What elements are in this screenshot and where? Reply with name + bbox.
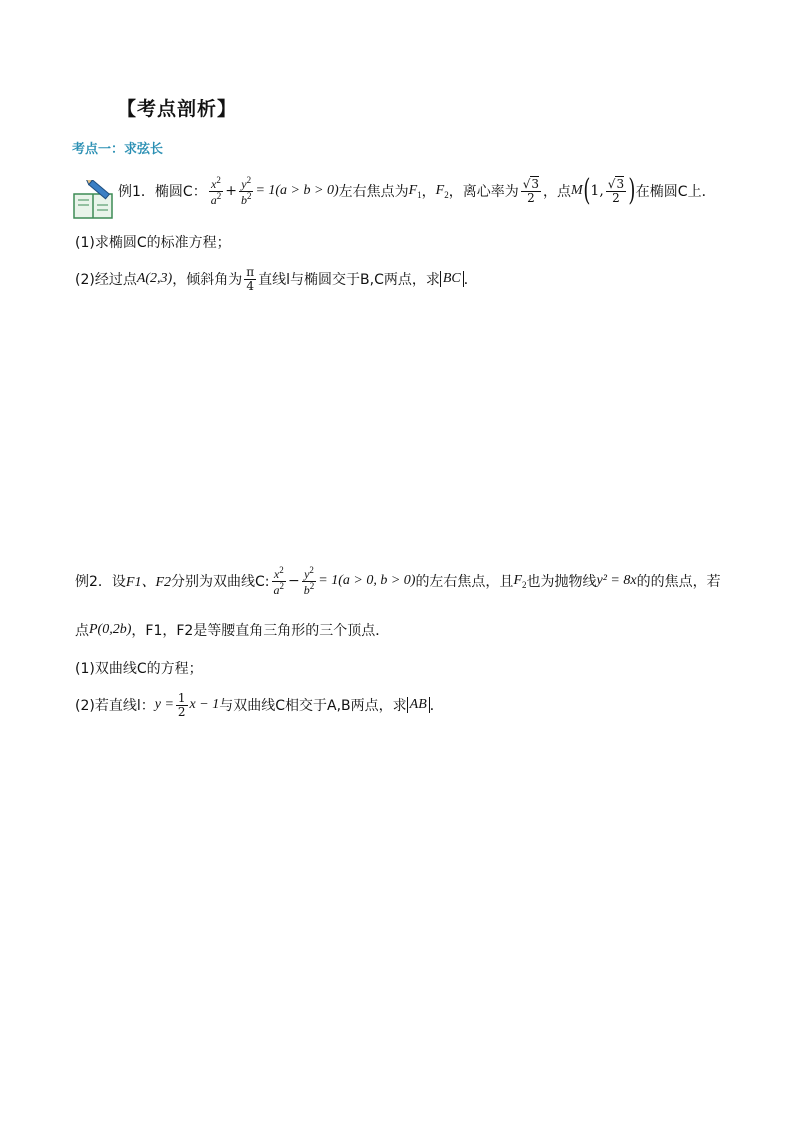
ellipse-condition: = 1(a > b > 0) (255, 183, 339, 198)
text: ，倾斜角为 (172, 272, 243, 288)
foci-f1-f2: F1、F2 (125, 575, 172, 590)
eccentricity-fraction: $\frac{√3}{2}$ (522, 176, 540, 205)
abs-ab: AB (407, 697, 430, 712)
point-a: A(2,3) (136, 271, 173, 286)
text: 椭圆C： (154, 184, 207, 200)
text: (2)经过点 (75, 272, 137, 288)
sqrt-arg: 3 (616, 176, 625, 191)
text: ， (421, 184, 436, 200)
numerator: π (246, 264, 255, 279)
focus-f2: $F_2$ (513, 572, 527, 590)
example-2-part-2 (75, 688, 444, 722)
denominator: 2 (177, 704, 186, 719)
point-m: M (571, 183, 583, 198)
example-1-statement: 例1． 椭圆C： $\frac{x^2}{a^2}$ + $\frac{y^2}{b^2}$ = 1(a > b > 0) 左右焦点为 $F_1$ ， $F_2$ ，离心率为 $\frac{√3}{2}$ ，点 M ( 1, $\frac{√3}{2}$ ) 在椭圆C上． (118, 173, 716, 208)
fraction-y2-b2: $\frac{y^2}{b^2}$ (240, 174, 252, 207)
denominator: 2 (527, 190, 535, 205)
var-b: b (240, 192, 247, 207)
text: 分别为双曲线C: (171, 574, 270, 590)
numerator: 1 (177, 690, 186, 705)
point-m-x: 1, (590, 183, 604, 199)
example-1-label: 例1． (118, 184, 155, 200)
fraction-y2-b2: $\frac{y^2}{b^2}$ (303, 564, 315, 597)
example-2-label: 例2．设 (75, 574, 126, 590)
fraction-x2-a2: $\frac{x^2}{a^2}$ (273, 564, 285, 597)
denominator: 4 (246, 278, 254, 293)
text: 也为抛物线 (526, 574, 597, 590)
point-m-y-fraction: $\frac{√3}{2}$ (607, 176, 625, 205)
text: 直线l与椭圆交于B,C两点，求 (258, 272, 440, 288)
example-1-part-1: (1)求椭圆C的标准方程； (75, 235, 231, 251)
text: 的左右焦点，且 (415, 574, 514, 590)
abs-bc: BC (440, 271, 464, 286)
var-f: F (408, 182, 418, 198)
angle-fraction (244, 266, 256, 292)
focus-f2: $F_2$ (435, 182, 449, 200)
var-f: F (435, 182, 445, 198)
text: 点 (75, 623, 89, 639)
text: 与双曲线C相交于A,B两点，求 (219, 698, 407, 714)
example-2-part-1: (1)双曲线C的方程； (75, 661, 203, 677)
section-title: 【考点剖析】 (117, 98, 238, 120)
text: ，离心率为 (448, 184, 519, 200)
text: ． (463, 272, 478, 288)
var-a: a (210, 192, 217, 207)
sqrt-arg: 3 (531, 176, 540, 191)
example-2-statement: 例2．设 F1、F2 分别为双曲线C: $\frac{x^2}{a^2}$ − $\frac{y^2}{b^2}$ = 1(a > 0, b > 0) 的左右焦点，且 $F_2$ 也为抛物线 y² = 8x 的的焦点，若 (75, 564, 721, 597)
text: ，点 (543, 184, 572, 200)
var-y: y (241, 176, 247, 191)
kaodian-1-title: 考点一：求弦长 (72, 142, 164, 157)
text: 左右焦点为 (338, 184, 409, 200)
fraction-x2-a2: $\frac{x^2}{a^2}$ (210, 174, 222, 207)
text: 在椭圆C上． (635, 184, 716, 200)
example-2-statement-cont (75, 620, 389, 640)
example-1-part-2 (75, 262, 478, 296)
denominator: 2 (612, 190, 620, 205)
var-x: x (211, 176, 217, 191)
text: (2)若直线l： (75, 698, 155, 714)
text: ． (429, 698, 444, 714)
line-eq-rest: x − 1 (189, 697, 220, 712)
line-eq-y: y = (154, 697, 174, 712)
focus-f1: $F_1$ (408, 182, 422, 200)
parabola-equation: y² = 8x (596, 573, 637, 588)
book-pencil-icon (72, 180, 114, 220)
text: ，F1，F2是等腰直角三角形的三个顶点． (131, 623, 390, 639)
text: 的的焦点，若 (636, 574, 721, 590)
hyperbola-condition: = 1(a > 0, b > 0) (318, 573, 416, 588)
point-p: P(0,2b) (89, 622, 132, 637)
slope-fraction (176, 692, 188, 718)
